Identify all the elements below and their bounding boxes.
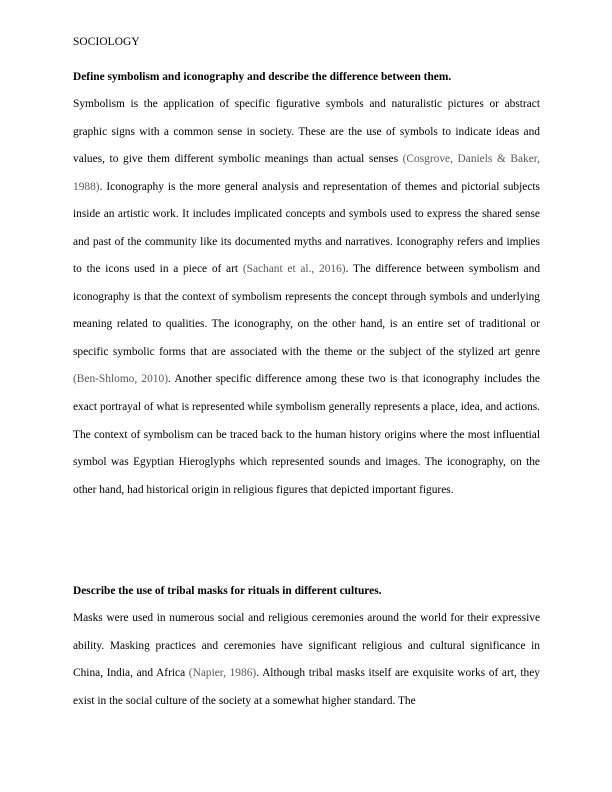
paragraph-text: . Iconography is the more general analysis and representation of themes and pictorial subjects inside an artistic work. It includes implicated concepts and symbols used to express the shared sense and past of the community like its documented myths and narratives. Iconography refers and implies to the icons used in a piece of art	[73, 180, 540, 276]
citation: (Napier, 1986)	[188, 667, 257, 680]
paragraph-text: Masks were used in numerous social and religious ceremonies around the world for their expressive ability. Masking practices and ceremonies have significant religious and cultural significance in China, India, and Africa	[73, 612, 540, 680]
running-head: SOCIOLOGY	[73, 36, 140, 48]
citation: (Cosgrove, Daniels & Baker, 1988)	[73, 153, 540, 193]
section-heading-symbolism: Define symbolism and iconography and describe the difference between them.	[73, 71, 452, 83]
paragraph-text: . The difference between symbolism and iconography is that the context of symbolism represents the concept through symbols and underlying meaning related to qualities. The iconography, on the other hand, is an entire set of traditional or specific symbolic forms that are associated with the theme or the subject of the stylized art genre	[73, 263, 541, 358]
paragraph-symbolism-iconography	[73, 91, 540, 504]
paragraph-tribal-masks	[73, 605, 540, 715]
citation: (Sachant et al., 2016)	[242, 263, 346, 276]
paragraph-text: . Another specific difference among these two is that iconography includes the exact portrayal of what is represented while symbolism generally represents a place, idea, and actions. The context of symbolism can be traced back to the human history origins where the most influential symbol was Egyptian Hieroglyphs which represented sounds and images. The iconography, on the other hand, had historical origin in religious figures that depicted important figures.	[73, 373, 540, 496]
section-heading-tribal-masks: Describe the use of tribal masks for rituals in different cultures.	[73, 585, 382, 597]
citation: (Ben-Shlomo, 2010)	[73, 373, 168, 386]
paragraph-text: . Although tribal masks itself are exquisite works of art, they exist in the social culture of the society at a somewhat higher standard. The	[73, 667, 541, 707]
paragraph-text: Symbolism is the application of specific figurative symbols and naturalistic pictures or abstract graphic signs with a common sense in society. These are the use of symbols to indicate ideas and values, to give them different symbolic meanings than actual senses	[73, 98, 540, 166]
